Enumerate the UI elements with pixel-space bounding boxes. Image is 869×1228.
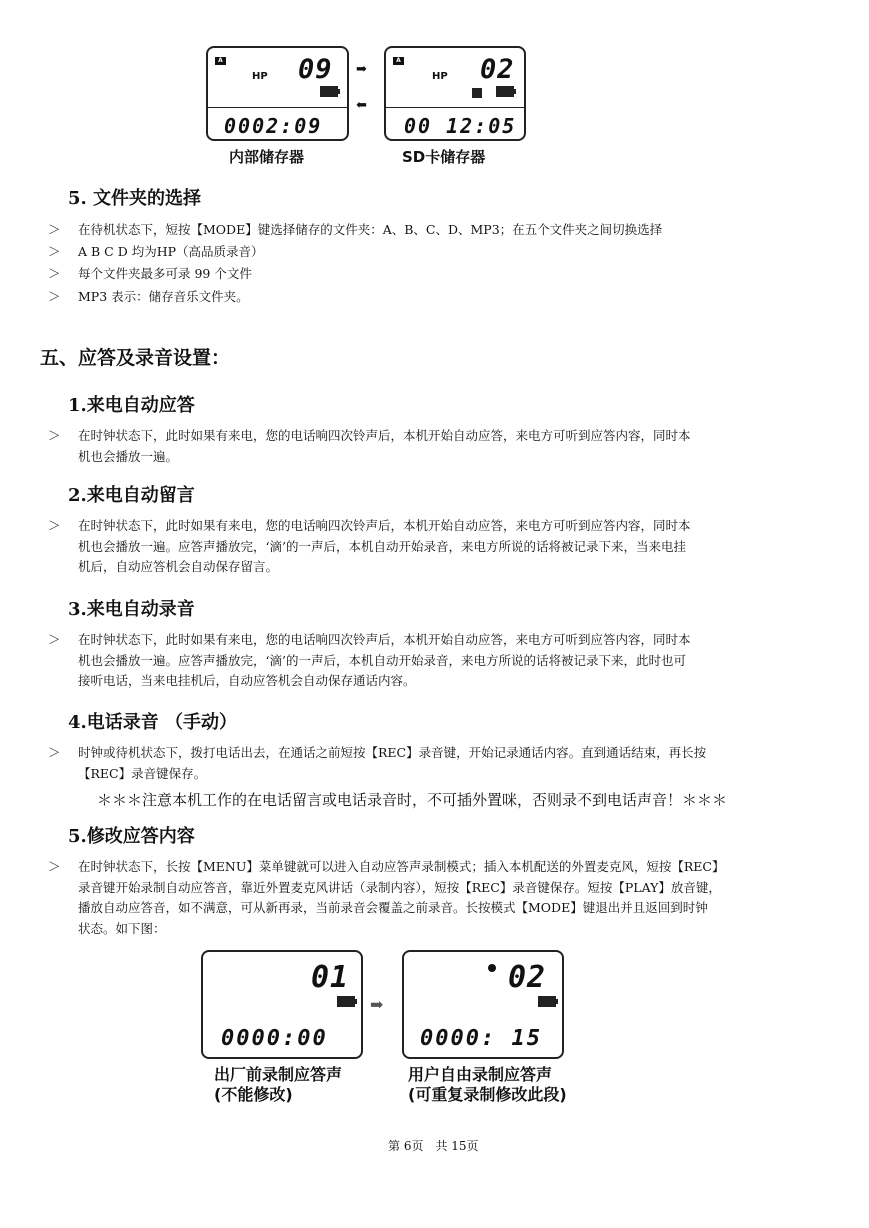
lcd-divider bbox=[208, 107, 347, 108]
text-line: 播放自动应答音，如不满意，可从新再录，当前录音会覆盖之前录音。长按模式【MODE】键退出并且返回到时钟 bbox=[78, 900, 708, 915]
section-heading-auto-record: 3.来电自动录音 bbox=[68, 599, 195, 620]
time-readout: 0002:09 bbox=[224, 114, 323, 138]
caption-user-1: 用户自由录制应答声 bbox=[408, 1065, 553, 1084]
paragraph-modify-answer bbox=[78, 857, 833, 939]
paragraph-auto-message bbox=[78, 516, 833, 578]
time-readout: 0000: 15 bbox=[420, 1026, 542, 1051]
text-line: 机也会播放一遍。应答声播放完，‘滴’的一声后，本机自动开始录音，来电方所说的话将被记录下来，此时也可 bbox=[78, 652, 686, 668]
battery-icon bbox=[320, 86, 338, 97]
caption-sd: SD卡储存器 bbox=[402, 148, 486, 166]
paragraph-auto-answer bbox=[78, 426, 833, 467]
page-footer: 第 6页 共 15页 bbox=[388, 1139, 479, 1153]
caption-internal: 内部储存器 bbox=[229, 148, 305, 166]
arrow-left-icon: ⬅ bbox=[356, 98, 367, 113]
text-line: 【REC】录音键保存。 bbox=[78, 765, 207, 781]
paragraph-auto-record bbox=[78, 630, 833, 692]
section-heading-auto-message: 2.来电自动留言 bbox=[68, 485, 195, 506]
lcd-divider bbox=[386, 107, 524, 108]
section-heading-folder: 5. 文件夹的选择 bbox=[68, 188, 202, 209]
text-line: 机也会播放一遍。应答声播放完，‘滴’的一声后，本机自动开始录音，来电方所说的话将被记录下来，当来电挂 bbox=[78, 538, 686, 554]
chapter-heading: 五、应答及录音设置： bbox=[40, 347, 231, 369]
caption-user-2: (可重复录制修改此段) bbox=[408, 1085, 567, 1104]
hp-label: HP bbox=[432, 71, 448, 82]
bullet-marker: ＞ bbox=[48, 222, 61, 237]
text-line: 机也会播放一遍。 bbox=[78, 448, 179, 464]
track-number: 02 bbox=[480, 54, 515, 85]
bullet-marker: ＞ bbox=[48, 859, 61, 874]
lcd-factory-greeting bbox=[201, 950, 363, 1059]
folder-flag: A bbox=[215, 57, 226, 65]
recording-dot-icon bbox=[488, 964, 496, 972]
battery-icon bbox=[337, 996, 355, 1007]
section-heading-auto-answer: 1.来电自动应答 bbox=[68, 395, 195, 416]
battery-icon bbox=[538, 996, 556, 1007]
bullet-marker: ＞ bbox=[48, 632, 61, 647]
lcd-user-greeting bbox=[402, 950, 564, 1059]
battery-icon bbox=[496, 86, 514, 97]
folder-flag: A bbox=[393, 57, 404, 65]
track-number: 09 bbox=[298, 54, 333, 85]
text-line: 录音键开始录制自动应答音，靠近外置麦克风讲话（录制内容），短按【REC】录音键保存。短按【PLAY】放音键， bbox=[78, 879, 721, 895]
arrow-right-icon: ➡ bbox=[356, 62, 367, 77]
text-line: 时钟或待机状态下，拨打电话出去，在通话之前短按【REC】录音键，开始记录通话内容。直到通话结束，再长按 bbox=[78, 745, 707, 760]
track-number: 01 bbox=[311, 960, 350, 995]
bullet-text: A B C D 均为HP（高品质录音） bbox=[78, 244, 264, 259]
bullet-marker: ＞ bbox=[48, 745, 61, 760]
text-line: 在时钟状态下，此时如果有来电，您的电话响四次铃声后，本机开始自动应答，来电方可听到应答内容，同时本 bbox=[78, 518, 691, 533]
bullet-marker: ＞ bbox=[48, 428, 61, 443]
time-readout: 00 12:05 bbox=[404, 114, 517, 138]
bullet-marker: ＞ bbox=[48, 518, 61, 533]
track-number: 02 bbox=[508, 960, 547, 995]
text-line: 在时钟状态下，此时如果有来电，您的电话响四次铃声后，本机开始自动应答，来电方可听到应答内容，同时本 bbox=[78, 632, 691, 647]
caption-factory-2: (不能修改) bbox=[214, 1085, 293, 1104]
text-line: 接听电话，当来电挂机后，自动应答机会自动保存通话内容。 bbox=[78, 673, 416, 688]
bullet-text: 每个文件夹最多可录 99 个文件 bbox=[78, 266, 252, 281]
warning-note: ＊＊＊注意本机工作的在电话留言或电话录音时，不可插外置咪，否则录不到电话声音！＊＊＊ bbox=[97, 791, 728, 809]
text-line: 机后，自动应答机会自动保存留言。 bbox=[78, 559, 279, 574]
bullet-text: MP3 表示：储存音乐文件夹。 bbox=[78, 289, 249, 304]
sd-card-icon bbox=[472, 88, 482, 98]
arrow-right-icon: ➡ bbox=[370, 995, 384, 1014]
paragraph-manual-record bbox=[78, 743, 833, 784]
bullet-marker: ＞ bbox=[48, 289, 61, 304]
hp-label: HP bbox=[252, 71, 268, 82]
section-heading-modify-answer: 5.修改应答内容 bbox=[68, 826, 195, 847]
bullet-marker: ＞ bbox=[48, 244, 61, 259]
section-heading-manual-record: 4.电话录音 （手动） bbox=[68, 712, 238, 733]
bullet-text: 在待机状态下，短按【MODE】键选择储存的文件夹：A、B、C、D、MP3；在五个文件夹之间切换选择 bbox=[78, 222, 663, 237]
time-readout: 0000:00 bbox=[221, 1026, 328, 1051]
lcd-sd-storage bbox=[384, 46, 526, 141]
text-line: 在时钟状态下，此时如果有来电，您的电话响四次铃声后，本机开始自动应答，来电方可听到应答内容，同时本 bbox=[78, 428, 691, 443]
text-line: 状态。如下图： bbox=[78, 920, 166, 936]
bullet-marker: ＞ bbox=[48, 266, 61, 281]
caption-factory-1: 出厂前录制应答声 bbox=[214, 1065, 343, 1084]
text-line: 在时钟状态下，长按【MENU】菜单键就可以进入自动应答声录制模式；插入本机配送的外置麦克风，短按【REC】 bbox=[78, 859, 725, 874]
lcd-internal-storage bbox=[206, 46, 349, 141]
